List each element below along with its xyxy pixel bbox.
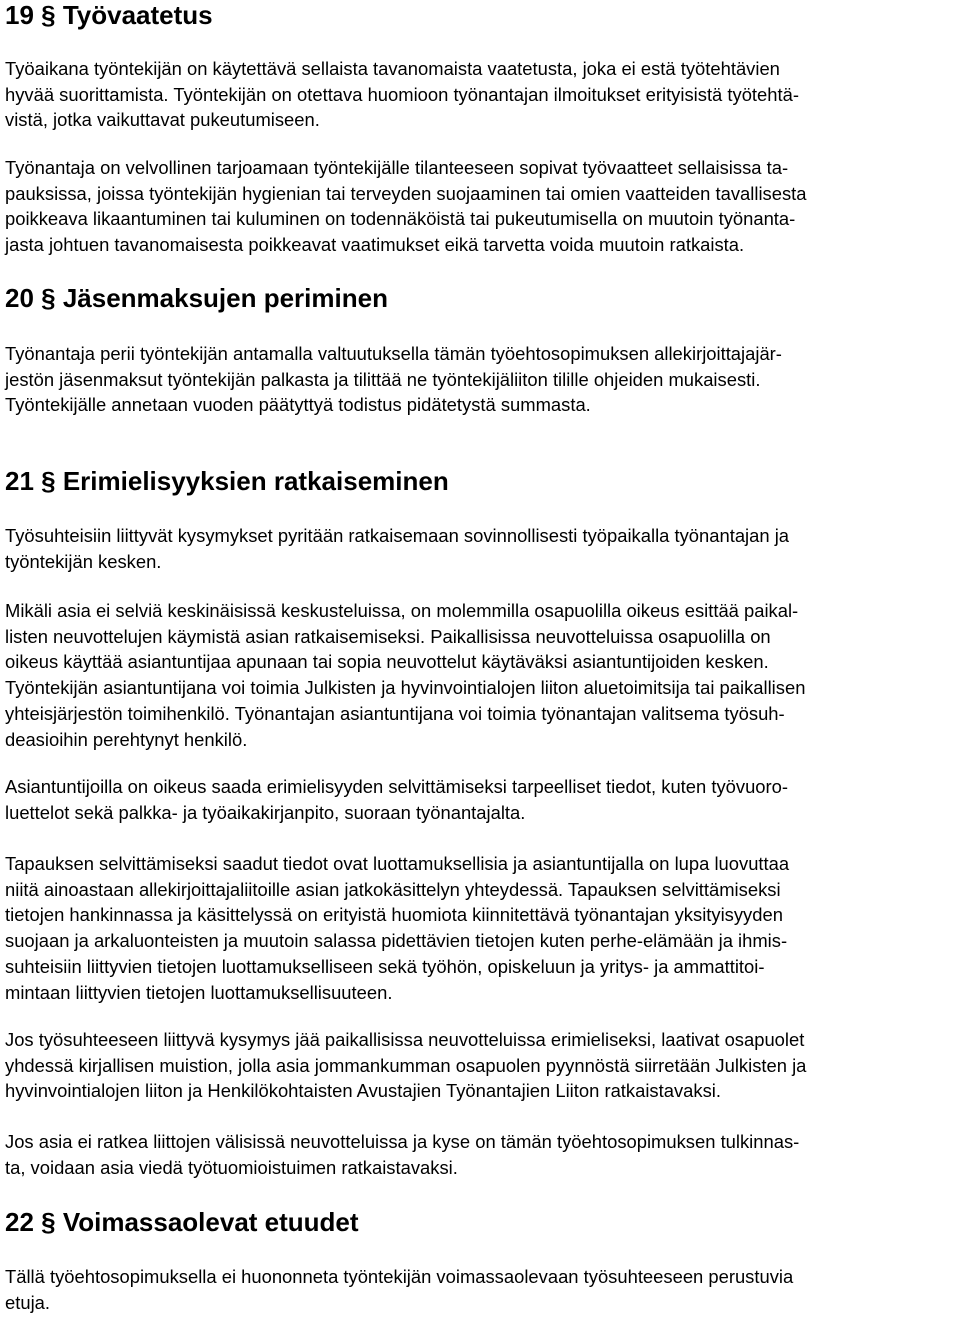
paragraph-line: Työaikana työntekijän on käytettävä sellaista tavanomaista vaatetusta, joka ei estä työtehtävien	[5, 58, 780, 79]
paragraph	[5, 774, 960, 825]
paragraph-line: hyvää suorittamista. Työntekijän on otettava huomioon työnantajan ilmoitukset erityisistä työtehtä-	[5, 83, 799, 105]
paragraph-line: Työntekijän asiantuntijana voi toimia Julkisten ja hyvinvointialojen liiton aluetoimitsija tai paikallisen	[5, 677, 806, 699]
paragraph-line: yhteisjärjestön toimihenkilö. Työnantajan asiantuntijana voi toimia työnantajan valitsema työsuh-	[5, 702, 785, 724]
paragraph-line: Jos asia ei ratkea liittojen välisissä neuvotteluissa ja kyse on tämän työehtosopimuksen tulkinnas-	[5, 1131, 800, 1152]
paragraph	[5, 851, 960, 1005]
paragraph-line: työntekijän kesken.	[5, 550, 162, 572]
paragraph-line: Työsuhteisiin liittyvät kysymykset pyritään ratkaisemaan sovinnollisesti työpaikalla työnantajan ja	[5, 525, 790, 546]
paragraph-line: yhdessä kirjallisen muistion, jolla asia jommankumman osapuolen pyynnöstä siirretään Julkisten ja	[5, 1054, 807, 1076]
paragraph	[5, 523, 960, 574]
paragraph-line: ta, voidaan asia viedä työtuomioistuimen ratkaistavaksi.	[5, 1156, 458, 1178]
paragraph-line: Tapauksen selvittämiseksi saadut tiedot ovat luottamuksellisia ja asiantuntijalla on lupa luovuttaa	[5, 853, 790, 874]
paragraph-line: jestön jäsenmaksut työntekijän palkasta ja tilittää ne työntekijäliiton tilille ohjeiden mukaisesti.	[5, 368, 761, 390]
paragraph-line: pauksissa, joissa työntekijän hygienian tai terveyden suojaaminen tai omien vaatteiden tavallisesta	[5, 182, 807, 204]
paragraph-line: Työnantaja on velvollinen tarjoamaan työntekijälle tilanteeseen sopivat työvaatteet sellaisissa ta-	[5, 157, 789, 178]
paragraph	[5, 1264, 960, 1315]
paragraph	[5, 1027, 960, 1104]
paragraph-line: luettelot sekä palkka- ja työaikakirjanpito, suoraan työnantajalta.	[5, 801, 526, 823]
section-heading-20: 20 § Jäsenmaksujen periminen	[5, 283, 388, 313]
paragraph	[5, 341, 960, 418]
paragraph	[5, 155, 960, 258]
paragraph-line: Tällä työehtosopimuksella ei huononneta työntekijän voimassaolevaan työsuhteeseen perustuvia	[5, 1266, 794, 1287]
paragraph-line: Työntekijälle annetaan vuoden päätyttyä todistus pidätetystä summasta.	[5, 394, 591, 416]
section-heading-21: 21 § Erimielisyyksien ratkaiseminen	[5, 466, 449, 496]
paragraph-line: suhteisiin liittyvien tietojen luottamukselliseen sekä työhön, opiskeluun ja yritys- ja ammattitoi-	[5, 955, 765, 977]
paragraph	[5, 1129, 960, 1180]
section-heading-22: 22 § Voimassaolevat etuudet	[5, 1207, 359, 1237]
paragraph-line: Asiantuntijoilla on oikeus saada erimielisyyden selvittämiseksi tarpeelliset tiedot, kuten työvuoro-	[5, 776, 789, 797]
paragraph-line: oikeus käyttää asiantuntijaa apunaan tai sopia neuvottelut käytäväksi asiantuntijoiden kesken.	[5, 651, 769, 673]
paragraph	[5, 56, 960, 133]
paragraph-line: etuja.	[5, 1291, 50, 1313]
paragraph-line: hyvinvointialojen liiton ja Henkilökohtaisten Avustajien Työnantajien Liiton ratkaistavaksi.	[5, 1080, 721, 1102]
paragraph-line: Työnantaja perii työntekijän antamalla valtuutuksella tämän työehtosopimuksen allekirjoittajajär-	[5, 343, 782, 364]
paragraph-line: jasta johtuen tavanomaisesta poikkeavat vaatimukset eikä tarvetta voida muutoin ratkaista.	[5, 234, 745, 256]
paragraph-line: suojaan ja arkaluonteisten ja muutoin salassa pidettävien tietojen kuten perhe-elämään ja ihmis-	[5, 930, 788, 952]
paragraph-line: Jos työsuhteeseen liittyvä kysymys jää paikallisissa neuvotteluissa erimieliseksi, laativat osapuolet	[5, 1029, 805, 1050]
section-heading-19: 19 § Työvaatetus	[5, 0, 213, 30]
paragraph-line: poikkeava likaantuminen tai kuluminen on todennäköistä tai pukeutumisella on muutoin työnanta-	[5, 208, 796, 230]
paragraph-line: Mikäli asia ei selviä keskinäisissä keskusteluissa, on molemmilla osapuolilla oikeus esittää paikal-	[5, 600, 799, 621]
paragraph-line: vistä, jotka vaikuttavat pukeutumiseen.	[5, 109, 320, 131]
paragraph-line: deasioihin perehtynyt henkilö.	[5, 728, 248, 750]
paragraph-line: listen neuvottelujen käymistä asian ratkaisemiseksi. Paikallisissa neuvotteluissa osapuolilla on	[5, 625, 771, 647]
paragraph-line: mintaan liittyvien tietojen luottamuksellisuuteen.	[5, 981, 393, 1003]
paragraph-line: niitä ainoastaan allekirjoittajaliitoille asian jatkokäsittelyn yhteydessä. Tapauksen selvittämiseksi	[5, 878, 781, 900]
paragraph	[5, 598, 960, 752]
paragraph-line: tietojen hankinnassa ja käsittelyssä on erityistä huomiota kiinnitettävä työnantajan yksityisyyden	[5, 904, 783, 926]
